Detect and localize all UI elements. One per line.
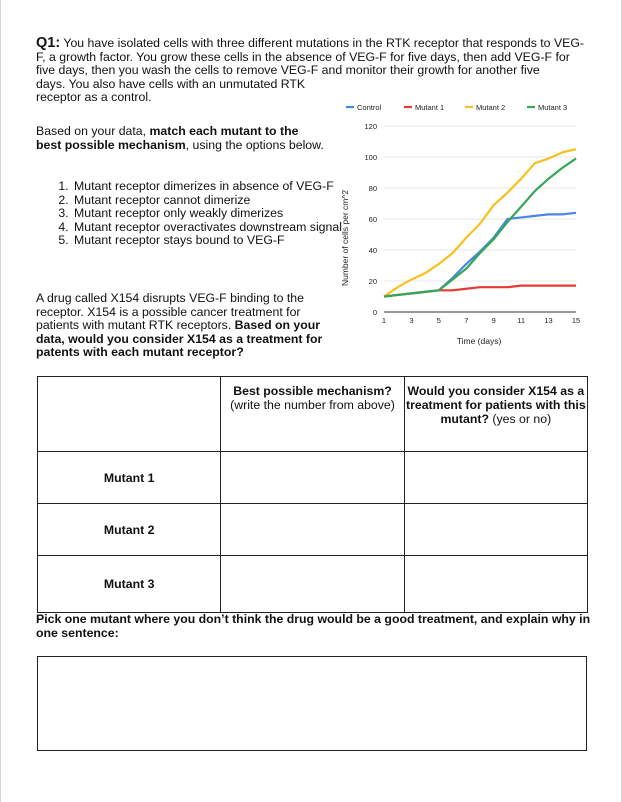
header-mechanism-title: Best possible mechanism? — [233, 384, 392, 398]
x-tick-labels — [382, 316, 580, 325]
question-number: Q1: — [36, 35, 61, 51]
row-label: Mutant 1 — [38, 452, 221, 504]
header-treatment-sub: (yes or no) — [488, 411, 552, 426]
treatment-answer-cell[interactable] — [404, 504, 587, 556]
x-tick-label: 3 — [409, 316, 414, 325]
treatment-answer-cell[interactable] — [404, 452, 587, 504]
y-tick-label: 100 — [364, 153, 377, 162]
mechanism-answer-cell[interactable] — [221, 452, 404, 504]
header-treatment — [404, 377, 587, 452]
option-item: 4. Mutant receptor overactivates downstream signal — [72, 221, 342, 235]
match-bold: match each mutant to the best possible mechanism — [36, 124, 299, 152]
y-tick-label: 40 — [368, 246, 377, 255]
row-label: Mutant 3 — [38, 556, 221, 613]
mechanism-options-list — [52, 180, 342, 248]
page-edge-left — [0, 0, 1, 802]
answer-table — [37, 376, 588, 613]
series-lines — [384, 149, 576, 296]
mechanism-answer-cell[interactable] — [221, 556, 404, 613]
option-item: 3. Mutant receptor only weakly dimerizes — [72, 207, 342, 221]
header-treatment-title: Would you consider X154 as a treatment for patients with this mutant? — [405, 384, 586, 426]
intro-paragraph-a — [36, 37, 591, 78]
x-tick-label: 15 — [571, 316, 581, 325]
explanation-answer-box[interactable] — [37, 656, 587, 751]
x-tick-label: 5 — [436, 316, 441, 325]
y-tick-label: 80 — [368, 184, 377, 193]
legend-label: Control — [357, 103, 382, 112]
row-label: Mutant 2 — [38, 504, 221, 556]
intro-text-b: days. You also have cells with an unmutated RTK receptor as a control. — [36, 76, 306, 105]
x-tick-label: 7 — [464, 316, 469, 325]
mechanism-answer-cell[interactable] — [221, 504, 404, 556]
y-tick-label: 120 — [364, 122, 377, 131]
y-tick-labels — [364, 122, 377, 317]
growth-line-chart — [336, 98, 586, 348]
table-header-row — [38, 377, 588, 452]
x-tick-label: 13 — [544, 316, 553, 325]
option-item: 2. Mutant receptor cannot dimerize — [72, 194, 342, 208]
y-tick-label: 60 — [368, 215, 377, 224]
x-tick-label: 11 — [517, 316, 526, 325]
series-line-mutant-3 — [384, 159, 576, 297]
match-prefix: Based on your data, — [36, 124, 150, 138]
drug-bold: Based on your data, would you consider X154 as a treatment for patents with each mutant receptor? — [36, 318, 323, 360]
x-tick-label: 9 — [491, 316, 496, 325]
x-axis-label: Time (days) — [456, 336, 502, 346]
series-line-mutant-2 — [384, 149, 576, 296]
y-axis-label: Number of cells per cm^2 — [340, 189, 350, 287]
table-row — [38, 504, 588, 556]
y-tick-label: 20 — [368, 277, 377, 286]
explain-prompt: Pick one mutant where you don’t think the drug would be a good treatment, and explain why in one sentence: — [36, 612, 591, 640]
x-tick-label: 1 — [381, 316, 387, 325]
table-row — [38, 556, 588, 613]
y-tick-label: 0 — [372, 308, 377, 317]
chart-grid — [384, 126, 576, 312]
table-row — [38, 452, 588, 504]
drug-question — [36, 292, 336, 360]
option-item: 1. Mutant receptor dimerizes in absence of VEG-F — [72, 180, 342, 194]
treatment-answer-cell[interactable] — [404, 556, 587, 613]
series-line-mutant-1 — [384, 286, 576, 297]
header-blank-cell — [38, 377, 221, 452]
legend-label: Mutant 1 — [415, 103, 445, 112]
legend-label: Mutant 2 — [476, 103, 506, 112]
option-item: 5. Mutant receptor stays bound to VEG-F — [72, 234, 342, 248]
chart-legend — [346, 103, 567, 112]
header-mechanism-sub: (write the number from above) — [230, 397, 395, 412]
match-instructions — [36, 125, 326, 152]
question-intro — [36, 37, 591, 105]
header-mechanism — [221, 377, 404, 452]
intro-text-a: You have isolated cells with three different mutations in the RTK receptor that responds to VEG-F, a growth factor. You grow these cells in the absence of VEG-F for five days, then add VEG-F for five days, then you wash the cells to remove VEG-F and monitor their growth for another five — [36, 36, 585, 78]
match-suffix: , using the options below. — [185, 137, 324, 152]
legend-label: Mutant 3 — [538, 103, 568, 112]
drug-plain: A drug called X154 disrupts VEG-F binding to the receptor. X154 is a possible cancer treatment for patients with mutant RTK receptors. — [36, 291, 304, 333]
